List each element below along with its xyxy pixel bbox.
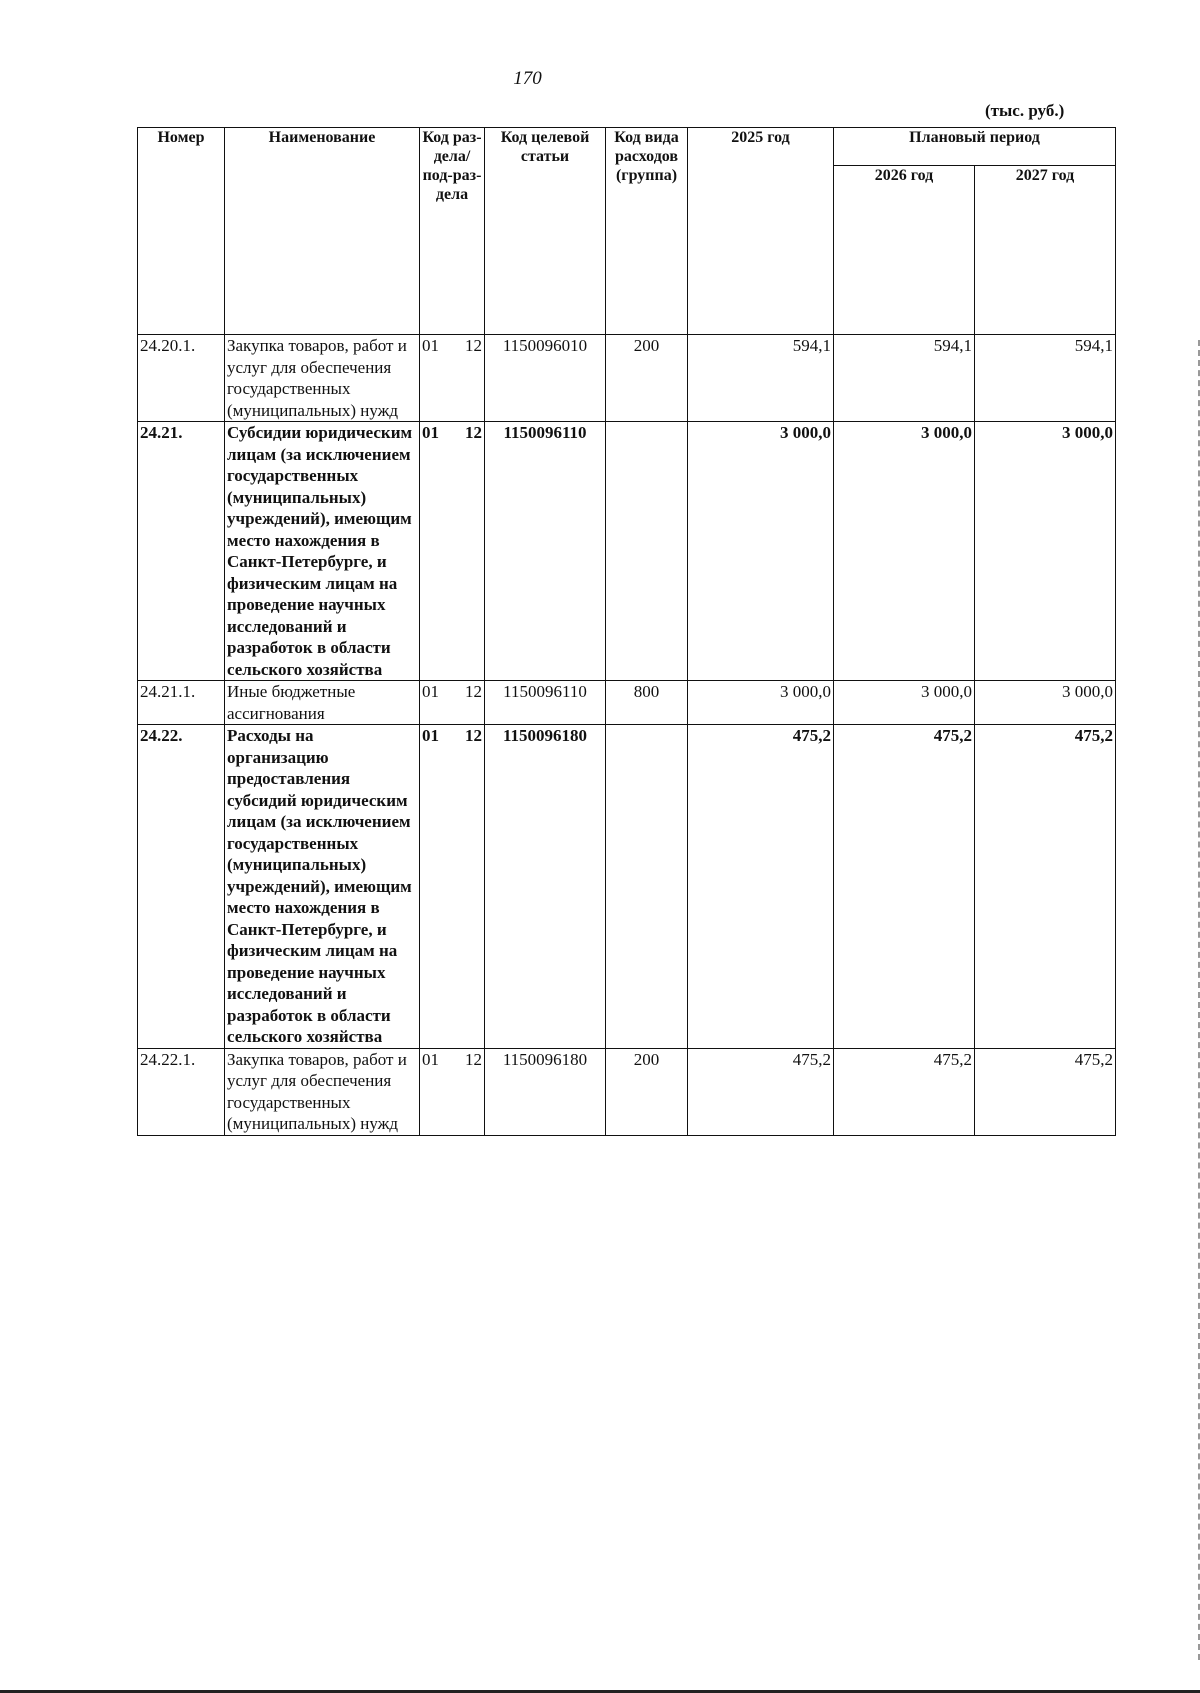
row-section: 01: [422, 682, 439, 701]
row-subsection: 12: [465, 682, 482, 701]
row-number: 24.22.: [138, 725, 225, 1049]
units-label: (тыс. руб.): [985, 101, 1065, 120]
header-name: Наименование: [225, 128, 420, 335]
row-number: 24.20.1.: [138, 335, 225, 422]
row-amount-2026: 3 000,0: [834, 681, 975, 725]
row-section-code: [420, 335, 485, 422]
row-section: 01: [422, 336, 439, 355]
row-expense-type: [606, 422, 688, 681]
row-section-code: [420, 1048, 485, 1135]
row-amount-2025: 3 000,0: [688, 681, 834, 725]
row-amount-2027: 3 000,0: [975, 422, 1116, 681]
page-number: 170: [513, 68, 542, 89]
row-subsection: 12: [465, 1049, 482, 1069]
row-name: Расходы на организацию предоставления субсидий юридическим лицам (за исключением государственных (муниципальных) учреждений), имеющим место нахождения в Санкт-Петербурге, и физическим лицам на проведение научных исследований и разработок в области сельского хозяйства: [225, 725, 420, 1049]
scan-edge-marks: [1195, 340, 1200, 1660]
row-name: Субсидии юридическим лицам (за исключением государственных (муниципальных) учреждений), имеющим место нахождения в Санкт-Петербурге, и физическим лицам на проведение научных исследований и разработок в области сельского хозяйства: [225, 422, 420, 681]
row-name: Закупка товаров, работ и услуг для обеспечения государственных (муниципальных) нужд: [225, 1048, 420, 1135]
row-number: 24.21.: [138, 422, 225, 681]
row-number: 24.21.1.: [138, 681, 225, 725]
row-amount-2026: 475,2: [834, 1048, 975, 1135]
header-year-2026: 2026 год: [834, 166, 975, 335]
budget-table: [137, 127, 1116, 1136]
row-target-code: 1150096180: [485, 1048, 606, 1135]
header-year-2025: 2025 год: [688, 128, 834, 335]
row-section: 01: [422, 726, 439, 745]
header-number: Номер: [138, 128, 225, 335]
row-section-code: [420, 681, 485, 725]
row-target-code: 1150096010: [485, 335, 606, 422]
row-number: 24.22.1.: [138, 1048, 225, 1135]
row-amount-2027: 3 000,0: [975, 681, 1116, 725]
row-name: Закупка товаров, работ и услуг для обеспечения государственных (муниципальных) нужд: [225, 335, 420, 422]
row-amount-2026: 3 000,0: [834, 422, 975, 681]
row-subsection: 12: [465, 336, 482, 355]
row-target-code: 1150096110: [485, 681, 606, 725]
row-amount-2025: 3 000,0: [688, 422, 834, 681]
table-row: [138, 725, 1116, 1049]
row-section-code: [420, 725, 485, 1049]
row-amount-2025: 594,1: [688, 335, 834, 422]
row-amount-2025: 475,2: [688, 725, 834, 1049]
header-target: Код целевой статьи: [485, 128, 606, 335]
row-amount-2026: 594,1: [834, 335, 975, 422]
row-amount-2025: 475,2: [688, 1048, 834, 1135]
table-row: [138, 422, 1116, 681]
row-expense-type: 800: [606, 681, 688, 725]
header-row-1: [138, 128, 1116, 166]
header-section: Код раз-дела/ под-раз-дела: [420, 128, 485, 335]
row-expense-type: 200: [606, 335, 688, 422]
row-subsection: 12: [465, 423, 482, 442]
row-amount-2027: 475,2: [975, 725, 1116, 1049]
row-target-code: 1150096110: [485, 422, 606, 681]
row-section: 01: [422, 1049, 439, 1069]
row-subsection: 12: [465, 726, 482, 745]
table-body: [138, 335, 1116, 1136]
row-section: 01: [422, 423, 439, 442]
row-name: Иные бюджетные ассигнования: [225, 681, 420, 725]
table-row: [138, 1048, 1116, 1135]
table-row: [138, 335, 1116, 422]
header-year-2027: 2027 год: [975, 166, 1116, 335]
row-amount-2027: 594,1: [975, 335, 1116, 422]
table-row: [138, 681, 1116, 725]
header-expense-type: Код вида расходов (группа): [606, 128, 688, 335]
header-planning-period: Плановый период: [834, 128, 1116, 166]
row-target-code: 1150096180: [485, 725, 606, 1049]
row-amount-2027: 475,2: [975, 1048, 1116, 1135]
row-expense-type: [606, 725, 688, 1049]
row-amount-2026: 475,2: [834, 725, 975, 1049]
row-section-code: [420, 422, 485, 681]
row-expense-type: 200: [606, 1048, 688, 1135]
